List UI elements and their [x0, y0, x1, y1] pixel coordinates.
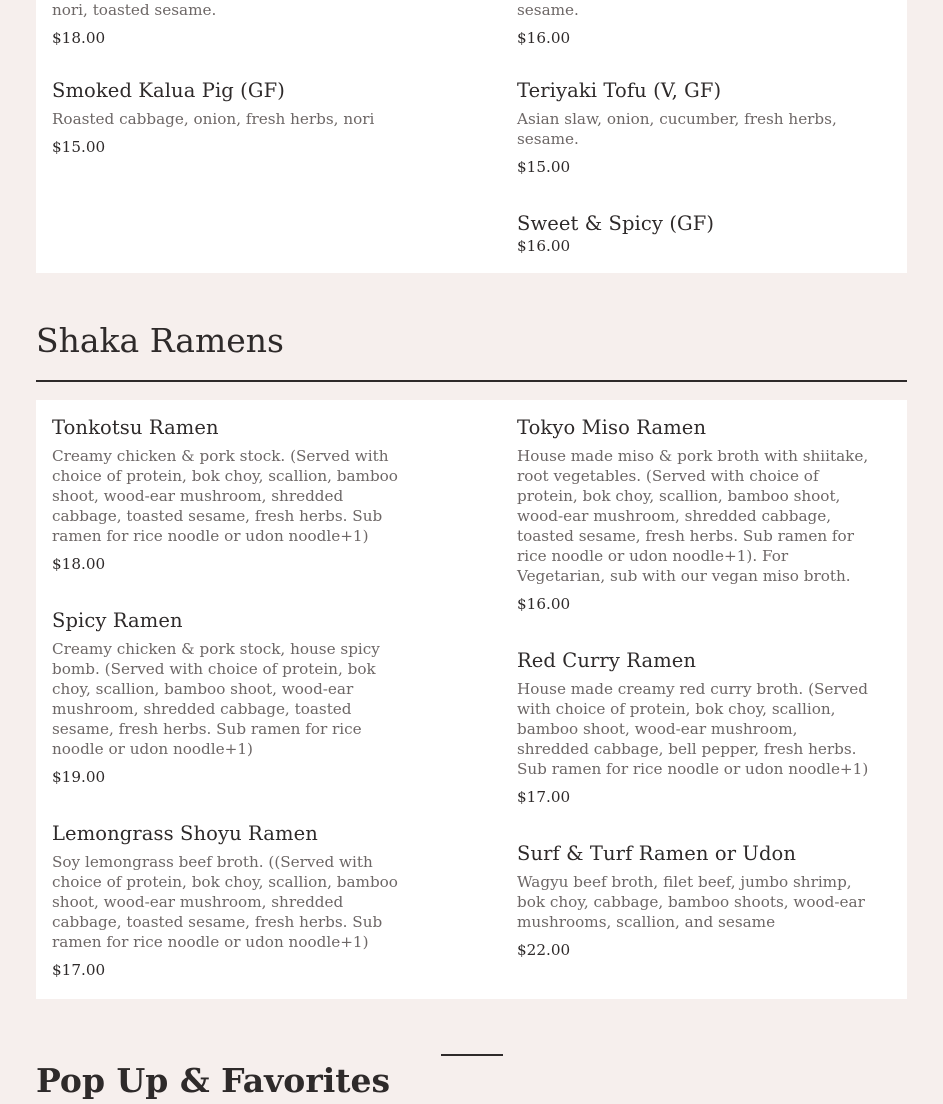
- menu-item-partial-left: [52, 0, 408, 48]
- menu-item: [517, 416, 873, 614]
- item-price: $17.00: [52, 961, 106, 979]
- menu-item: [517, 649, 873, 807]
- item-price: $16.00: [517, 237, 571, 255]
- item-price: $19.00: [52, 768, 106, 786]
- item-price: $22.00: [517, 941, 571, 959]
- item-name: Spicy Ramen: [52, 609, 183, 632]
- menu-item: [52, 609, 408, 787]
- item-name: Surf & Turf Ramen or Udon: [517, 842, 797, 865]
- item-description-fragment: sesame.: [517, 1, 579, 19]
- item-name: Teriyaki Tofu (V, GF): [517, 79, 722, 102]
- item-description: House made miso & pork broth with shiitake, root vegetables. (Served with choice of protein, bok choy, scallion, bamboo shoot, wood-ear mushroom, shredded cabbage, toasted sesame, fresh herbs. Sub ramen for rice noodle or udon noodle+1). For Vegetarian, sub with our vegan miso broth.: [517, 447, 869, 585]
- menu-item: [52, 79, 408, 157]
- item-name: Red Curry Ramen: [517, 649, 697, 672]
- item-description: Creamy chicken & pork stock. (Served with choice of protein, bok choy, scallion, bamboo shoot, wood-ear mushroom, shredded cabbage, toasted sesame, fresh herbs. Sub ramen for rice noodle or udon noodle+1): [52, 447, 398, 545]
- item-description: Creamy chicken & pork stock, house spicy bomb. (Served with choice of protein, bok choy, scallion, bamboo shoot, wood-ear mushroom, shredded cabbage, toasted sesame, fresh herbs. Sub ramen for rice noodle or udon noodle+1): [52, 640, 380, 758]
- item-name: Tonkotsu Ramen: [52, 416, 219, 439]
- item-name: Sweet & Spicy (GF): [517, 212, 715, 235]
- item-name: Smoked Kalua Pig (GF): [52, 79, 285, 102]
- item-price: $16.00: [517, 29, 571, 47]
- item-price: $15.00: [517, 158, 571, 176]
- item-price: $16.00: [517, 595, 571, 613]
- section-title: Pop Up & Favorites: [36, 1061, 391, 1100]
- menu-item: [517, 79, 847, 177]
- menu-item-partial-right: [517, 0, 873, 48]
- menu-card-bowls: [36, 0, 907, 273]
- item-description: Soy lemongrass beef broth. ((Served with choice of protein, bok choy, scallion, bamboo shoot, wood-ear mushroom, shredded cabbage, toasted sesame, fresh herbs. Sub ramen for rice noodle or udon noodle+1): [52, 853, 398, 951]
- item-description: Wagyu beef broth, filet beef, jumbo shrimp, bok choy, cabbage, bamboo shoots, wood-ear mushrooms, scallion, and sesame: [517, 873, 865, 931]
- item-price: $18.00: [52, 555, 106, 573]
- item-name: Lemongrass Shoyu Ramen: [52, 822, 318, 845]
- item-price: $18.00: [52, 29, 106, 47]
- item-description: House made creamy red curry broth. (Served with choice of protein, bok choy, scallion, bamboo shoot, wood-ear mushroom, shredded cabbage, bell pepper, fresh herbs. Sub ramen for rice noodle or udon noodle+1): [517, 680, 869, 778]
- section-title: Shaka Ramens: [36, 321, 284, 360]
- menu-item: [52, 416, 408, 574]
- item-description: Roasted cabbage, onion, fresh herbs, nori: [52, 110, 375, 128]
- item-price: $17.00: [517, 788, 571, 806]
- menu-item: [517, 842, 873, 960]
- menu-item: [517, 212, 873, 256]
- item-price: $15.00: [52, 138, 106, 156]
- item-description-fragment: nori, toasted sesame.: [52, 1, 217, 19]
- menu-card-ramens: [36, 400, 907, 999]
- menu-item: [52, 822, 408, 980]
- item-description: Asian slaw, onion, cucumber, fresh herbs, sesame.: [517, 110, 837, 148]
- section-divider: [36, 380, 907, 382]
- section-decorative-rule: [441, 1054, 503, 1056]
- item-name: Tokyo Miso Ramen: [517, 416, 707, 439]
